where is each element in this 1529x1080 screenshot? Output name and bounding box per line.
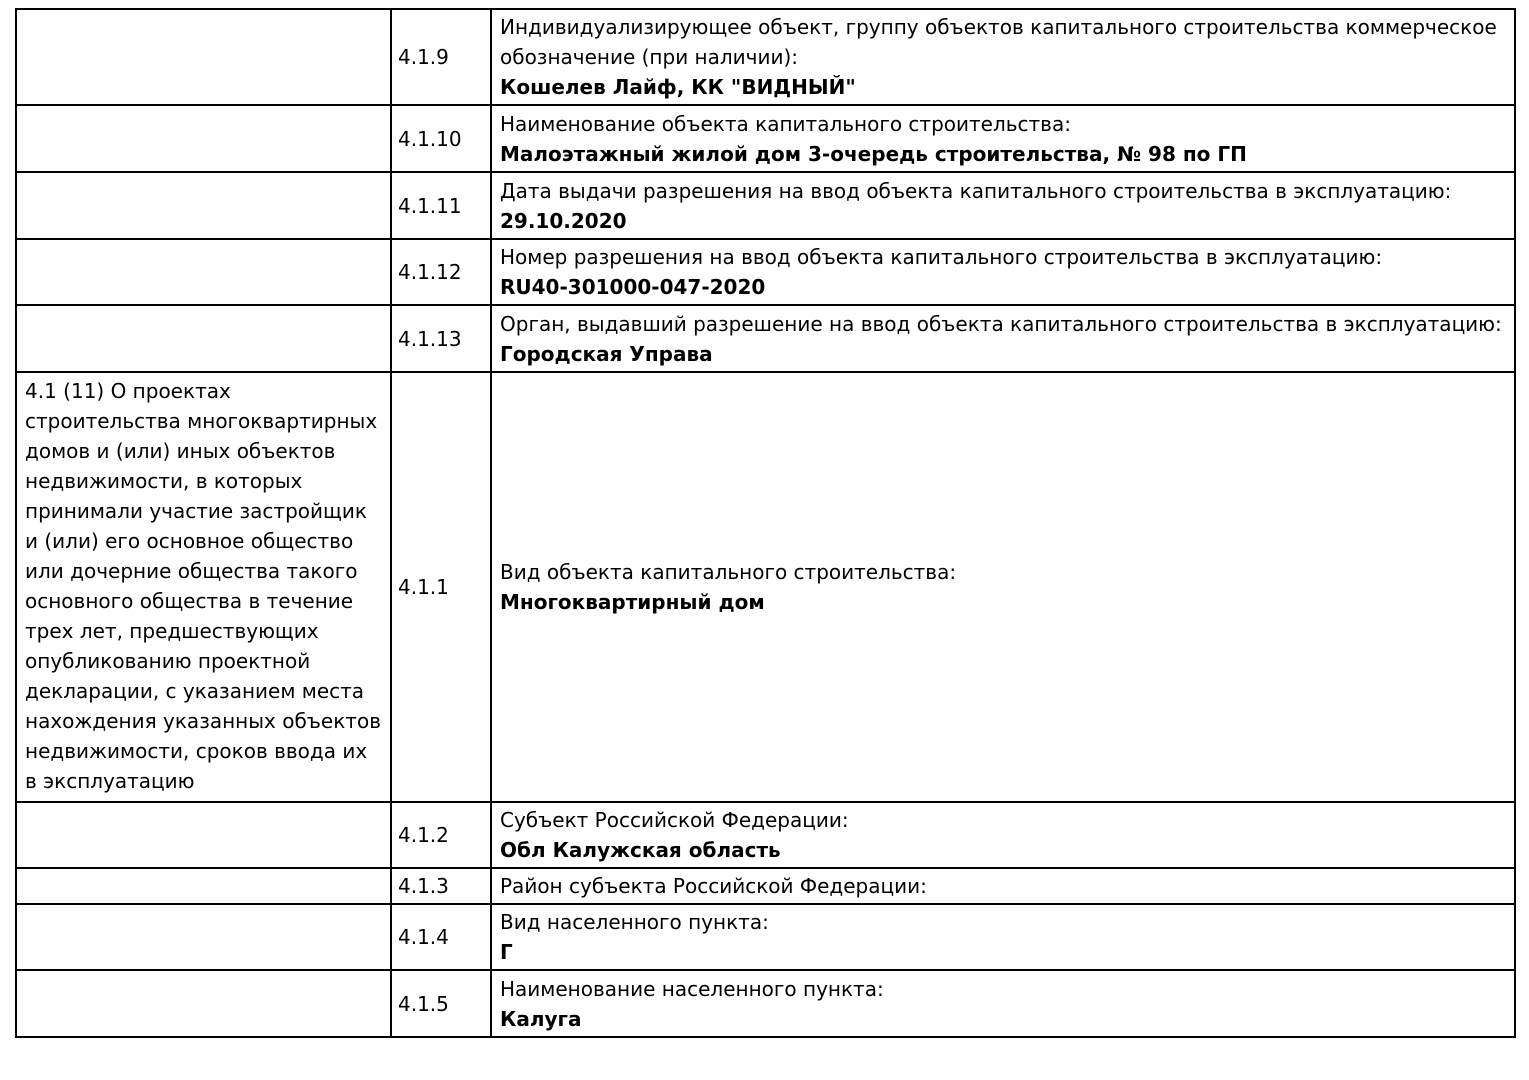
field-value: Обл Калужская область (500, 838, 781, 862)
field-label: Наименование объекта капитального строительства: (500, 111, 1071, 136)
table-row-4-1-4 (16, 904, 1515, 970)
field-cell (491, 802, 1515, 868)
field-label: Номер разрешения на ввод объекта капитального строительства в эксплуатацию: (500, 245, 1383, 269)
field-label: Район субъекта Российской Федерации: (500, 874, 927, 898)
table-row-4-1-10 (16, 105, 1515, 172)
item-number: 4.1.1 (391, 372, 491, 802)
field-value: 29.10.2020 (500, 208, 627, 233)
item-number: 4.1.11 (391, 172, 491, 239)
table-row-4-1-13 (16, 305, 1515, 372)
field-label: Орган, выдавший разрешение на ввод объекта капитального строительства в эксплуатацию: (500, 311, 1502, 336)
table-row-4-1-11 (16, 172, 1515, 239)
field-value: RU40-301000-047-2020 (500, 275, 766, 299)
field-label: Индивидуализирующее объект, группу объектов капитального строительства коммерческое обозначение (при наличии): (500, 15, 1497, 69)
section-description-cell (16, 372, 391, 802)
field-value: Кошелев Лайф, КК "ВИДНЫЙ" (500, 75, 856, 99)
field-cell (491, 970, 1515, 1037)
empty-cell (16, 970, 391, 1037)
item-number: 4.1.5 (391, 970, 491, 1037)
field-label: Наименование населенного пункта: (500, 976, 884, 1001)
item-number: 4.1.4 (391, 904, 491, 970)
table-row-4-1-12 (16, 239, 1515, 305)
field-label: Вид объекта капитального строительства: (500, 560, 957, 584)
field-value: Малоэтажный жилой дом 3-очередь строительства, № 98 по ГП (500, 141, 1247, 166)
field-cell (491, 172, 1515, 239)
empty-cell (16, 904, 391, 970)
field-label: Дата выдачи разрешения на ввод объекта капитального строительства в эксплуатацию: (500, 178, 1452, 203)
table-row-4-1-9 (16, 9, 1515, 105)
field-cell (491, 904, 1515, 970)
item-number: 4.1.12 (391, 239, 491, 305)
empty-cell (16, 172, 391, 239)
table-row-4-1-1 (16, 372, 1515, 802)
field-cell (491, 868, 1515, 904)
empty-cell (16, 9, 391, 105)
item-number: 4.1.13 (391, 305, 491, 372)
field-cell (491, 239, 1515, 305)
field-value: Калуга (500, 1006, 582, 1031)
empty-cell (16, 305, 391, 372)
field-value: Г (500, 940, 513, 964)
field-value: Многоквартирный дом (500, 590, 765, 614)
declaration-table (15, 8, 1516, 1038)
item-number: 4.1.9 (391, 9, 491, 105)
field-label: Субъект Российской Федерации: (500, 808, 849, 832)
empty-cell (16, 868, 391, 904)
field-cell (491, 9, 1515, 105)
item-number: 4.1.3 (391, 868, 491, 904)
empty-cell (16, 239, 391, 305)
field-cell (491, 372, 1515, 802)
item-number: 4.1.10 (391, 105, 491, 172)
empty-cell (16, 105, 391, 172)
item-number: 4.1.2 (391, 802, 491, 868)
empty-cell (16, 802, 391, 868)
field-value: Городская Управа (500, 341, 713, 366)
field-cell (491, 105, 1515, 172)
table-row-4-1-3 (16, 868, 1515, 904)
table-row-4-1-2 (16, 802, 1515, 868)
field-cell (491, 305, 1515, 372)
table-row-4-1-5 (16, 970, 1515, 1037)
section-description: 4.1 (11) О проектах строительства многоквартирных домов и (или) иных объектов недвижимости, в которых принимали участие застройщик и (или) его основное общество или дочерние общества такого основного общества в течение трех лет, предшествующих опубликованию проектной декларации, с указанием места нахождения указанных объектов недвижимости, сроков ввода их в эксплуатацию (25, 379, 381, 793)
field-label: Вид населенного пункта: (500, 910, 769, 934)
